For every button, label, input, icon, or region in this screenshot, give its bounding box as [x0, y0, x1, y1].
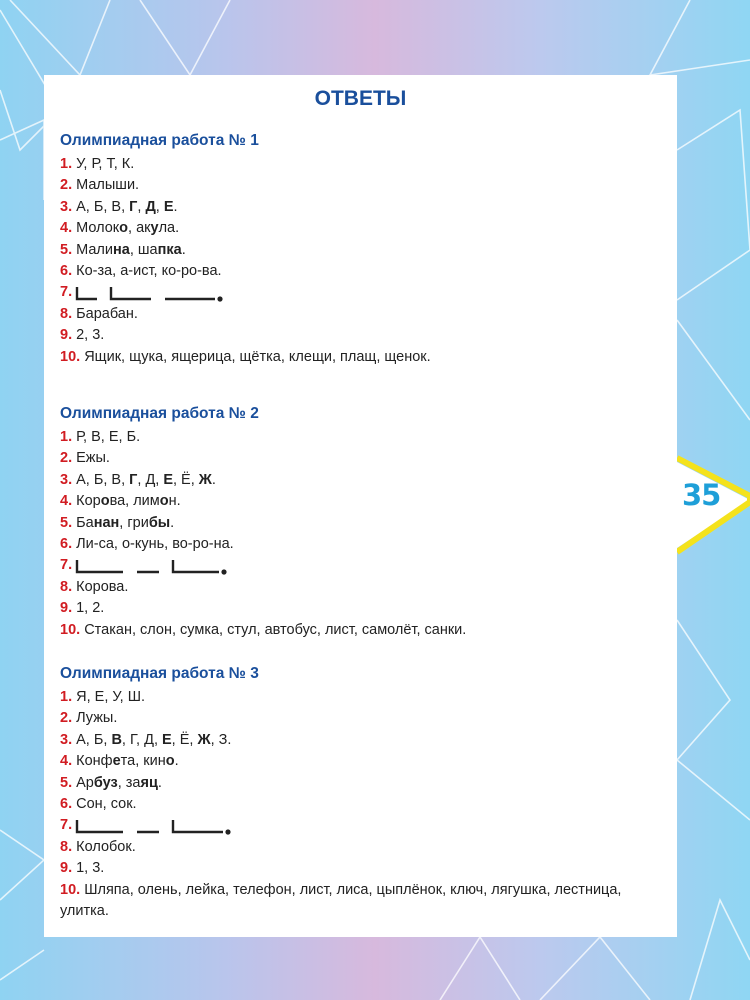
answer-text: Кор	[72, 493, 101, 510]
answer-text: А, Б,	[72, 731, 112, 748]
answer-item	[60, 347, 660, 368]
answer-text: Конф	[72, 753, 113, 770]
answer-item	[60, 837, 660, 858]
answer-text: Колобок.	[72, 838, 136, 855]
answer-text: , за	[117, 774, 141, 791]
answer-item	[60, 815, 660, 836]
answer-number: 7.	[60, 817, 73, 834]
scheme-period	[225, 829, 230, 834]
scheme-period	[221, 569, 226, 574]
olympiad-section-3	[60, 665, 660, 922]
answer-text: , Ё,	[173, 471, 199, 488]
answer-item	[60, 577, 660, 598]
answer-number: 10.	[60, 348, 81, 365]
answer-text: .	[173, 198, 178, 215]
answer-item	[60, 304, 660, 325]
answer-number: 10.	[60, 621, 81, 638]
answer-text: Стакан, слон, сумка, стул, автобус, лист, самолёт, санки.	[80, 621, 467, 638]
answer-item	[60, 325, 660, 346]
answer-text: ла.	[158, 220, 180, 237]
answer-item	[60, 555, 660, 576]
answer-text: Р, В, Е, Б.	[72, 429, 141, 445]
answer-text: .	[157, 774, 162, 791]
answer-number: 6.	[60, 263, 73, 280]
answer-text: Ко-за, а-ист, ко-ро-ва.	[72, 263, 222, 280]
answer-number: 1.	[60, 429, 73, 445]
answer-number: 4.	[60, 493, 73, 510]
answer-item	[60, 448, 660, 469]
answer-text: ,	[155, 198, 164, 215]
scheme-word-capital	[111, 287, 151, 299]
page-title: ОТВЕТЫ	[314, 87, 407, 110]
sentence-scheme	[74, 557, 240, 575]
answer-text: , ак	[128, 220, 151, 237]
answer-number: 9.	[60, 600, 73, 617]
answer-item	[60, 197, 660, 218]
answer-number: 10.	[60, 881, 81, 898]
answer-number: 8.	[60, 578, 73, 595]
section-heading: Олимпиадная работа № 2	[60, 405, 259, 422]
answer-item	[60, 513, 660, 534]
answer-number: 8.	[60, 305, 73, 322]
answer-text: 1, 2.	[72, 600, 105, 617]
answer-number: 2.	[60, 710, 73, 727]
answer-text: Ящик, щука, ящерица, щётка, клещи, плащ, щенок.	[80, 348, 431, 365]
answer-number: 9.	[60, 860, 73, 877]
answer-text: Я, Е, У, Ш.	[72, 689, 146, 705]
answer-text: , гри	[119, 514, 149, 531]
highlighted-text: Г	[129, 471, 138, 488]
answer-text: Мали	[72, 241, 113, 258]
answer-text: Ба	[72, 514, 94, 531]
answer-item	[60, 534, 660, 555]
answer-item	[60, 491, 660, 512]
highlighted-text: е	[112, 753, 121, 770]
answer-text: , Ё,	[171, 731, 198, 748]
answer-number: 3.	[60, 471, 73, 488]
answer-number: 7.	[60, 284, 73, 301]
answer-item	[60, 282, 660, 303]
answer-text: , З.	[210, 731, 232, 748]
answer-text: .	[170, 514, 175, 531]
answer-text: н.	[168, 493, 181, 510]
highlighted-text: Е	[163, 471, 173, 488]
answer-text: Шляпа, олень, лейка, телефон, лист, лиса, цыплёнок, ключ, лягушка, лестница, улитка.	[60, 881, 622, 920]
page-number: 35	[682, 478, 721, 512]
answer-number: 5.	[60, 774, 73, 791]
highlighted-text: Ж	[197, 731, 211, 748]
answer-item	[60, 708, 660, 729]
answer-item	[60, 175, 660, 196]
answer-number: 4.	[60, 220, 73, 237]
answer-number: 6.	[60, 536, 73, 553]
scheme-word-capital	[173, 560, 219, 572]
answer-text: Ар	[72, 774, 94, 791]
answer-number: 7.	[60, 557, 73, 574]
highlighted-text: пка	[157, 241, 182, 258]
answer-number: 5.	[60, 514, 73, 531]
answer-item	[60, 470, 660, 491]
answer-text: ,	[137, 198, 146, 215]
olympiad-section-1	[60, 132, 660, 368]
highlighted-text: яц	[140, 774, 158, 791]
highlighted-text: у	[150, 220, 159, 237]
answer-item	[60, 687, 660, 708]
answer-number: 4.	[60, 753, 73, 770]
answer-item	[60, 773, 660, 794]
answer-text: .	[211, 471, 216, 488]
answer-text: .	[181, 241, 186, 258]
scheme-word-capital	[173, 820, 223, 832]
highlighted-text: бы	[148, 514, 171, 531]
answer-number: 2.	[60, 450, 73, 467]
answer-sheet	[44, 75, 677, 937]
answer-text: Корова.	[72, 578, 129, 595]
highlighted-text: Д	[145, 198, 156, 215]
answer-number: 6.	[60, 796, 73, 813]
scheme-period	[217, 296, 222, 301]
answer-number: 5.	[60, 241, 73, 258]
answer-number: 1.	[60, 156, 73, 172]
answer-item	[60, 794, 660, 815]
answer-text: .	[174, 753, 179, 770]
answer-text: Лужы.	[72, 710, 118, 727]
answer-text: , Д,	[137, 471, 164, 488]
answer-text: А, Б, В,	[72, 471, 130, 488]
highlighted-text: о	[100, 493, 110, 510]
highlighted-text: на	[113, 241, 130, 258]
answer-text: , Г, Д,	[121, 731, 162, 748]
sentence-scheme	[74, 817, 244, 835]
answer-number: 3.	[60, 731, 73, 748]
answer-number: 8.	[60, 838, 73, 855]
answer-item	[60, 880, 660, 923]
answer-text: Малыши.	[72, 177, 140, 194]
highlighted-text: Ж	[198, 471, 212, 488]
answer-item	[60, 730, 660, 751]
highlighted-text: о	[165, 753, 175, 770]
scheme-word-capital	[77, 820, 123, 832]
answer-text: Сон, сок.	[72, 796, 137, 813]
answer-text: 1, 3.	[72, 860, 105, 877]
answer-item	[60, 240, 660, 261]
answer-item	[60, 261, 660, 282]
section-heading: Олимпиадная работа № 1	[60, 132, 259, 149]
answer-item	[60, 858, 660, 879]
answer-text: 2, 3.	[72, 327, 105, 344]
answer-number: 1.	[60, 689, 73, 705]
answer-number: 9.	[60, 327, 73, 344]
sentence-scheme	[74, 284, 236, 302]
answer-text: ва, лим	[109, 493, 160, 510]
highlighted-text: Е	[163, 198, 174, 215]
answer-text: У, Р, Т, К.	[72, 156, 135, 172]
olympiad-section-2	[60, 405, 660, 641]
answer-text: Молок	[72, 220, 120, 237]
scheme-word-capital	[77, 560, 123, 572]
answer-text: , ша	[129, 241, 158, 258]
answer-item	[60, 218, 660, 239]
highlighted-text: о	[159, 493, 169, 510]
answer-item	[60, 620, 660, 641]
answer-item	[60, 751, 660, 772]
scheme-word-capital	[77, 287, 97, 299]
answer-number: 3.	[60, 198, 73, 215]
highlighted-text: Г	[129, 198, 138, 215]
highlighted-text: В	[111, 731, 122, 748]
highlighted-text: Е	[162, 731, 172, 748]
answer-item	[60, 154, 660, 175]
answer-text: та, кин	[120, 753, 166, 770]
answer-number: 2.	[60, 177, 73, 194]
answer-text: Ли-са, о-кунь, во-ро-на.	[72, 536, 234, 553]
section-heading: Олимпиадная работа № 3	[60, 665, 259, 682]
answer-text: Барабан.	[72, 305, 138, 322]
answer-text: Ежы.	[72, 450, 110, 467]
answer-text: А, Б, В,	[72, 198, 130, 215]
answer-item	[60, 427, 660, 448]
highlighted-text: нан	[93, 514, 120, 531]
highlighted-text: буз	[93, 774, 118, 791]
answer-item	[60, 598, 660, 619]
highlighted-text: о	[119, 220, 129, 237]
